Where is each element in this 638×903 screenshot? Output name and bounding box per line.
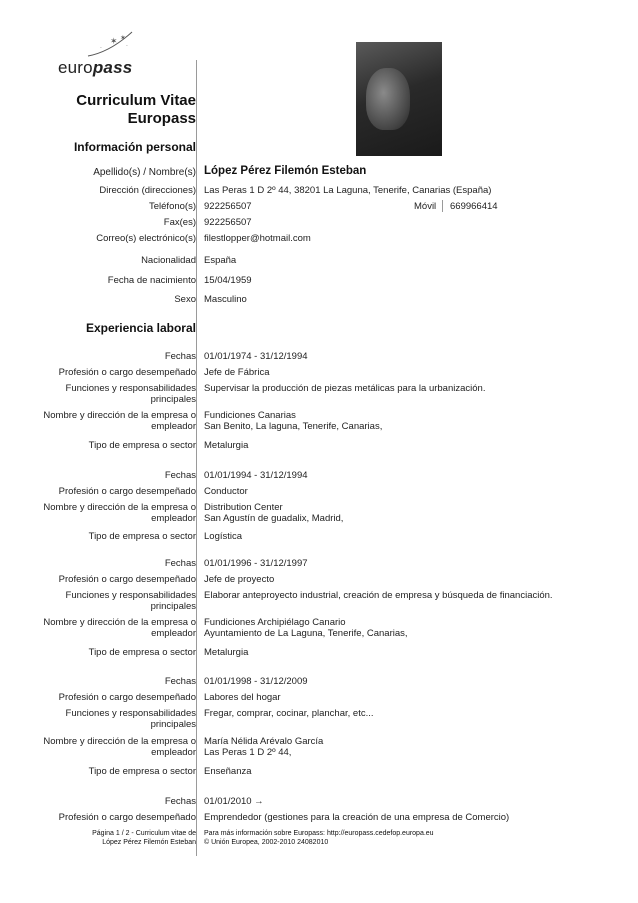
job-sector: Metalurgia [204,647,249,658]
label-employer: Nombre y dirección de la empresa o empleador [43,736,196,758]
label-position: Profesión o cargo desempeñado [58,367,196,378]
sex-value: Masculino [204,294,247,305]
job-sector: Logística [204,531,243,542]
mobile-value: 669966414 [450,201,498,212]
job-duties: Supervisar la producción de piezas metálicas para la urbanización. [204,383,486,394]
job-duties: Elaborar anteproyecto industrial, creación de empresa y búsqueda de financiación. [204,590,553,601]
job-employer: Distribution Center San Agustín de guadalix, Madrid, [204,502,344,524]
job-position: Labores del hogar [204,692,281,703]
label-position: Profesión o cargo desempeñado [58,486,196,497]
cv-title [16,92,196,128]
label-sector: Tipo de empresa o sector [88,531,196,542]
svg-text:·: · [126,43,128,50]
label-mobile: Móvil [414,201,437,212]
label-duties: Funciones y responsabilidades principales [65,708,196,730]
cv-title-line1: Curriculum Vitae [76,92,196,109]
svg-text:·: · [100,45,102,52]
phone-value: 922256507 [204,201,252,212]
job-position: Conductor [204,486,248,497]
label-sex: Sexo [174,294,196,305]
logo-text: europass [58,58,133,77]
label-duties: Funciones y responsabilidades principales [65,383,196,405]
section-heading-personal: Información personal [73,140,196,154]
label-phone: Teléfono(s) [149,201,196,212]
label-dates: Fechas [164,676,196,687]
label-position: Profesión o cargo desempeñado [58,692,196,703]
label-nationality: Nacionalidad [141,255,196,266]
label-position: Profesión o cargo desempeñado [58,812,196,823]
nationality-value: España [204,255,237,266]
full-name: López Pérez Filemón Esteban [204,165,367,177]
label-position: Profesión o cargo desempeñado [58,574,196,585]
label-birth: Fecha de nacimiento [107,275,196,286]
job-dates: 01/01/1994 - 31/12/1994 [204,470,308,481]
job-position: Emprendedor (gestiones para la creación de una empresa de Comercio) [204,812,510,823]
section-heading-experience: Experiencia laboral [85,321,196,335]
job-employer: Fundiciones Canarias San Benito, La laguna, Tenerife, Canarias, [204,410,383,432]
label-employer: Nombre y dirección de la empresa o empleador [43,410,196,432]
fax-value: 922256507 [204,217,252,228]
footer-page-info: Página 1 / 2 - Curriculum vitae de López Pérez Filemón Esteban [92,830,196,846]
label-employer: Nombre y dirección de la empresa o empleador [43,502,196,524]
column-divider [196,60,197,856]
footer-europass-info: Para más información sobre Europass: http://europass.cedefop.europa.eu © Unión Europea, 2002-2010 24082010 [204,830,434,846]
job-position: Jefe de proyecto [204,574,275,585]
job-sector: Enseñanza [204,766,252,777]
job-duties: Fregar, comprar, cocinar, planchar, etc... [204,708,374,719]
mobile-divider [442,200,443,212]
job-employer: Fundiciones Archipiélago Canario Ayuntamiento de La Laguna, Tenerife, Canarias, [204,617,408,639]
label-sector: Tipo de empresa o sector [88,647,196,658]
label-dates: Fechas [164,796,196,807]
label-employer: Nombre y dirección de la empresa o empleador [43,617,196,639]
address-value: Las Peras 1 D 2º 44, 38201 La Laguna, Tenerife, Canarias (España) [204,185,492,196]
label-dates: Fechas [164,351,196,362]
svg-text:✶: ✶ [120,34,126,42]
job-position: Jefe de Fábrica [204,367,270,378]
job-dates: 01/01/1996 - 31/12/1997 [204,558,308,569]
svg-text:✶: ✶ [110,37,118,47]
job-dates: 01/01/1998 - 31/12/2009 [204,676,308,687]
label-address: Dirección (direcciones) [99,185,196,196]
label-fax: Fax(es) [163,217,196,228]
label-dates: Fechas [164,558,196,569]
label-dates: Fechas [164,470,196,481]
job-sector: Metalurgia [204,440,249,451]
stars-icon [80,30,140,60]
label-sector: Tipo de empresa o sector [88,766,196,777]
email-value: filestlopper@hotmail.com [204,233,311,244]
label-name: Apellido(s) / Nombre(s) [93,167,196,178]
job-dates: 01/01/2010 → [204,796,264,807]
cv-title-line2: Europass [127,110,196,127]
europass-logo [58,30,168,80]
label-email: Correo(s) electrónico(s) [96,233,196,244]
label-sector: Tipo de empresa o sector [88,440,196,451]
job-employer: María Nélida Arévalo García Las Peras 1 D 2º 44, [204,736,324,758]
profile-photo [356,42,442,156]
label-duties: Funciones y responsabilidades principales [65,590,196,612]
job-dates: 01/01/1974 - 31/12/1994 [204,351,308,362]
birth-value: 15/04/1959 [204,275,252,286]
